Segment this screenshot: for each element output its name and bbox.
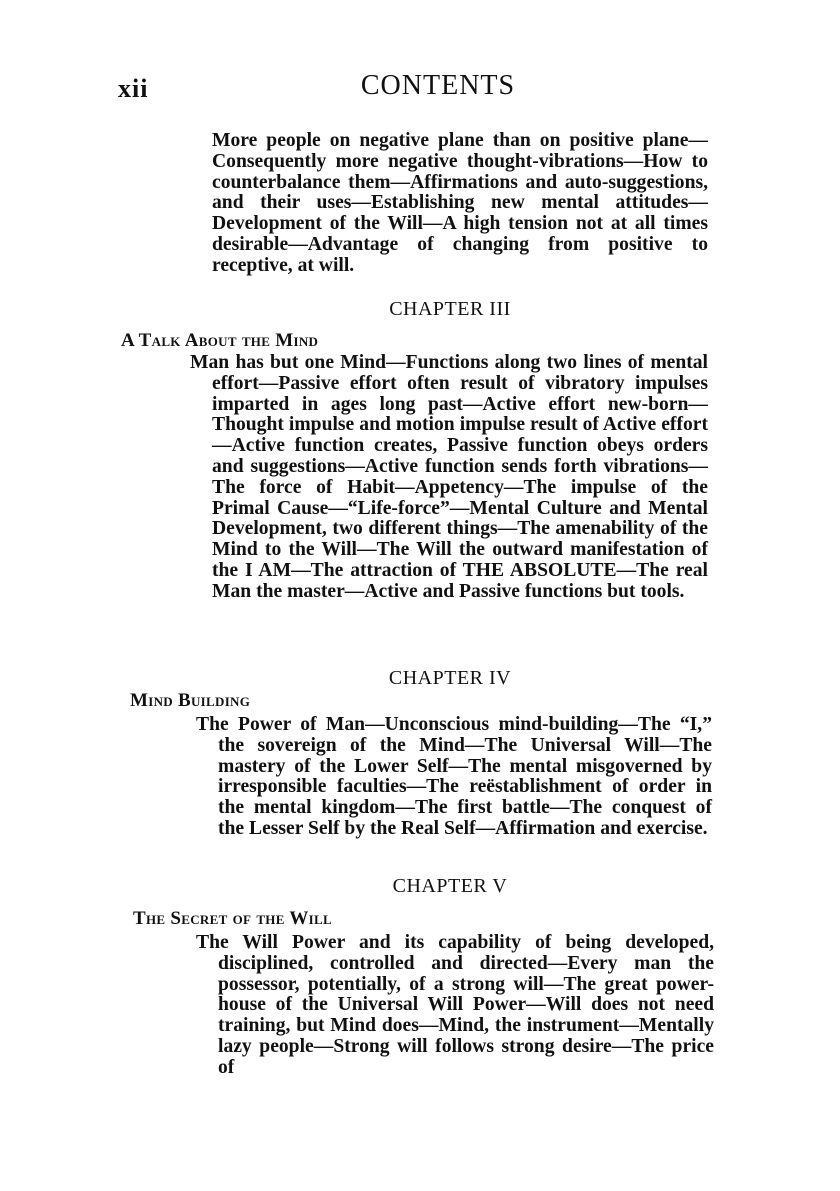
chapter-title-iv: Mind Building <box>130 690 251 711</box>
chapter-title-v: The Secret of the Will <box>133 908 332 929</box>
running-title: CONTENTS <box>360 70 516 101</box>
continued-summary-text: More people on negative plane than on positive plane—Consequently more negative thought-vibrations—How to counterbalance them—Affirmations and auto-suggestions, and their uses—Establishing new mental attitudes—Development of the Will—A high tension not at all times desirable—Advantage of changing from positive to receptive, at will. <box>212 130 708 276</box>
chapter-summary-iv <box>196 715 712 840</box>
chapter-title-iii: A Talk About the Mind <box>121 330 319 351</box>
chapter-summary-iii-text: Man has but one Mind—Functions along two lines of mental effort—Passive effort often result of vibratory impulses imparted in ages long past—Active effort new-born—Thought impulse and motion impulse result of Active effort—Active function creates, Passive function obeys orders and suggestions—Active function sends forth vibrations—The force of Habit—Appetency—The impulse of the Primal Cause—“Life-force”—Mental Culture and Mental Development, two different things—The amenability of the Mind to the Will—The Will the outward manifestation of the I AM—The attraction of THE ABSOLUTE—The real Man the master—Active and Passive functions but tools. <box>190 352 708 602</box>
chapter-summary-v <box>196 933 714 1079</box>
chapter-heading-iii: CHAPTER III <box>389 298 511 320</box>
page-header <box>118 70 718 110</box>
continued-summary <box>212 131 708 277</box>
chapter-heading-v: CHAPTER V <box>392 875 508 897</box>
chapter-summary-v-text: The Will Power and its capability of being developed, disciplined, controlled and directed—Every man the possessor, potentially, of a strong will—The great power-house of the Universal Will Power—Will does not need training, but Mind does—Mind, the instrument—Mentally lazy people—Strong will follows strong desire—The price of <box>196 932 714 1078</box>
chapter-heading-iv: CHAPTER IV <box>388 667 512 689</box>
chapter-summary-iii <box>190 353 708 603</box>
chapter-summary-iv-text: The Power of Man—Unconscious mind-building—The “I,” the sovereign of the Mind—The Universal Will—The mastery of the Lower Self—The mental misgoverned by irresponsible faculties—The reëstablishment of order in the mental kingdom—The first battle—The conquest of the Lesser Self by the Real Self—Affirmation and exercise. <box>196 714 712 839</box>
page-number: xii <box>118 74 149 103</box>
